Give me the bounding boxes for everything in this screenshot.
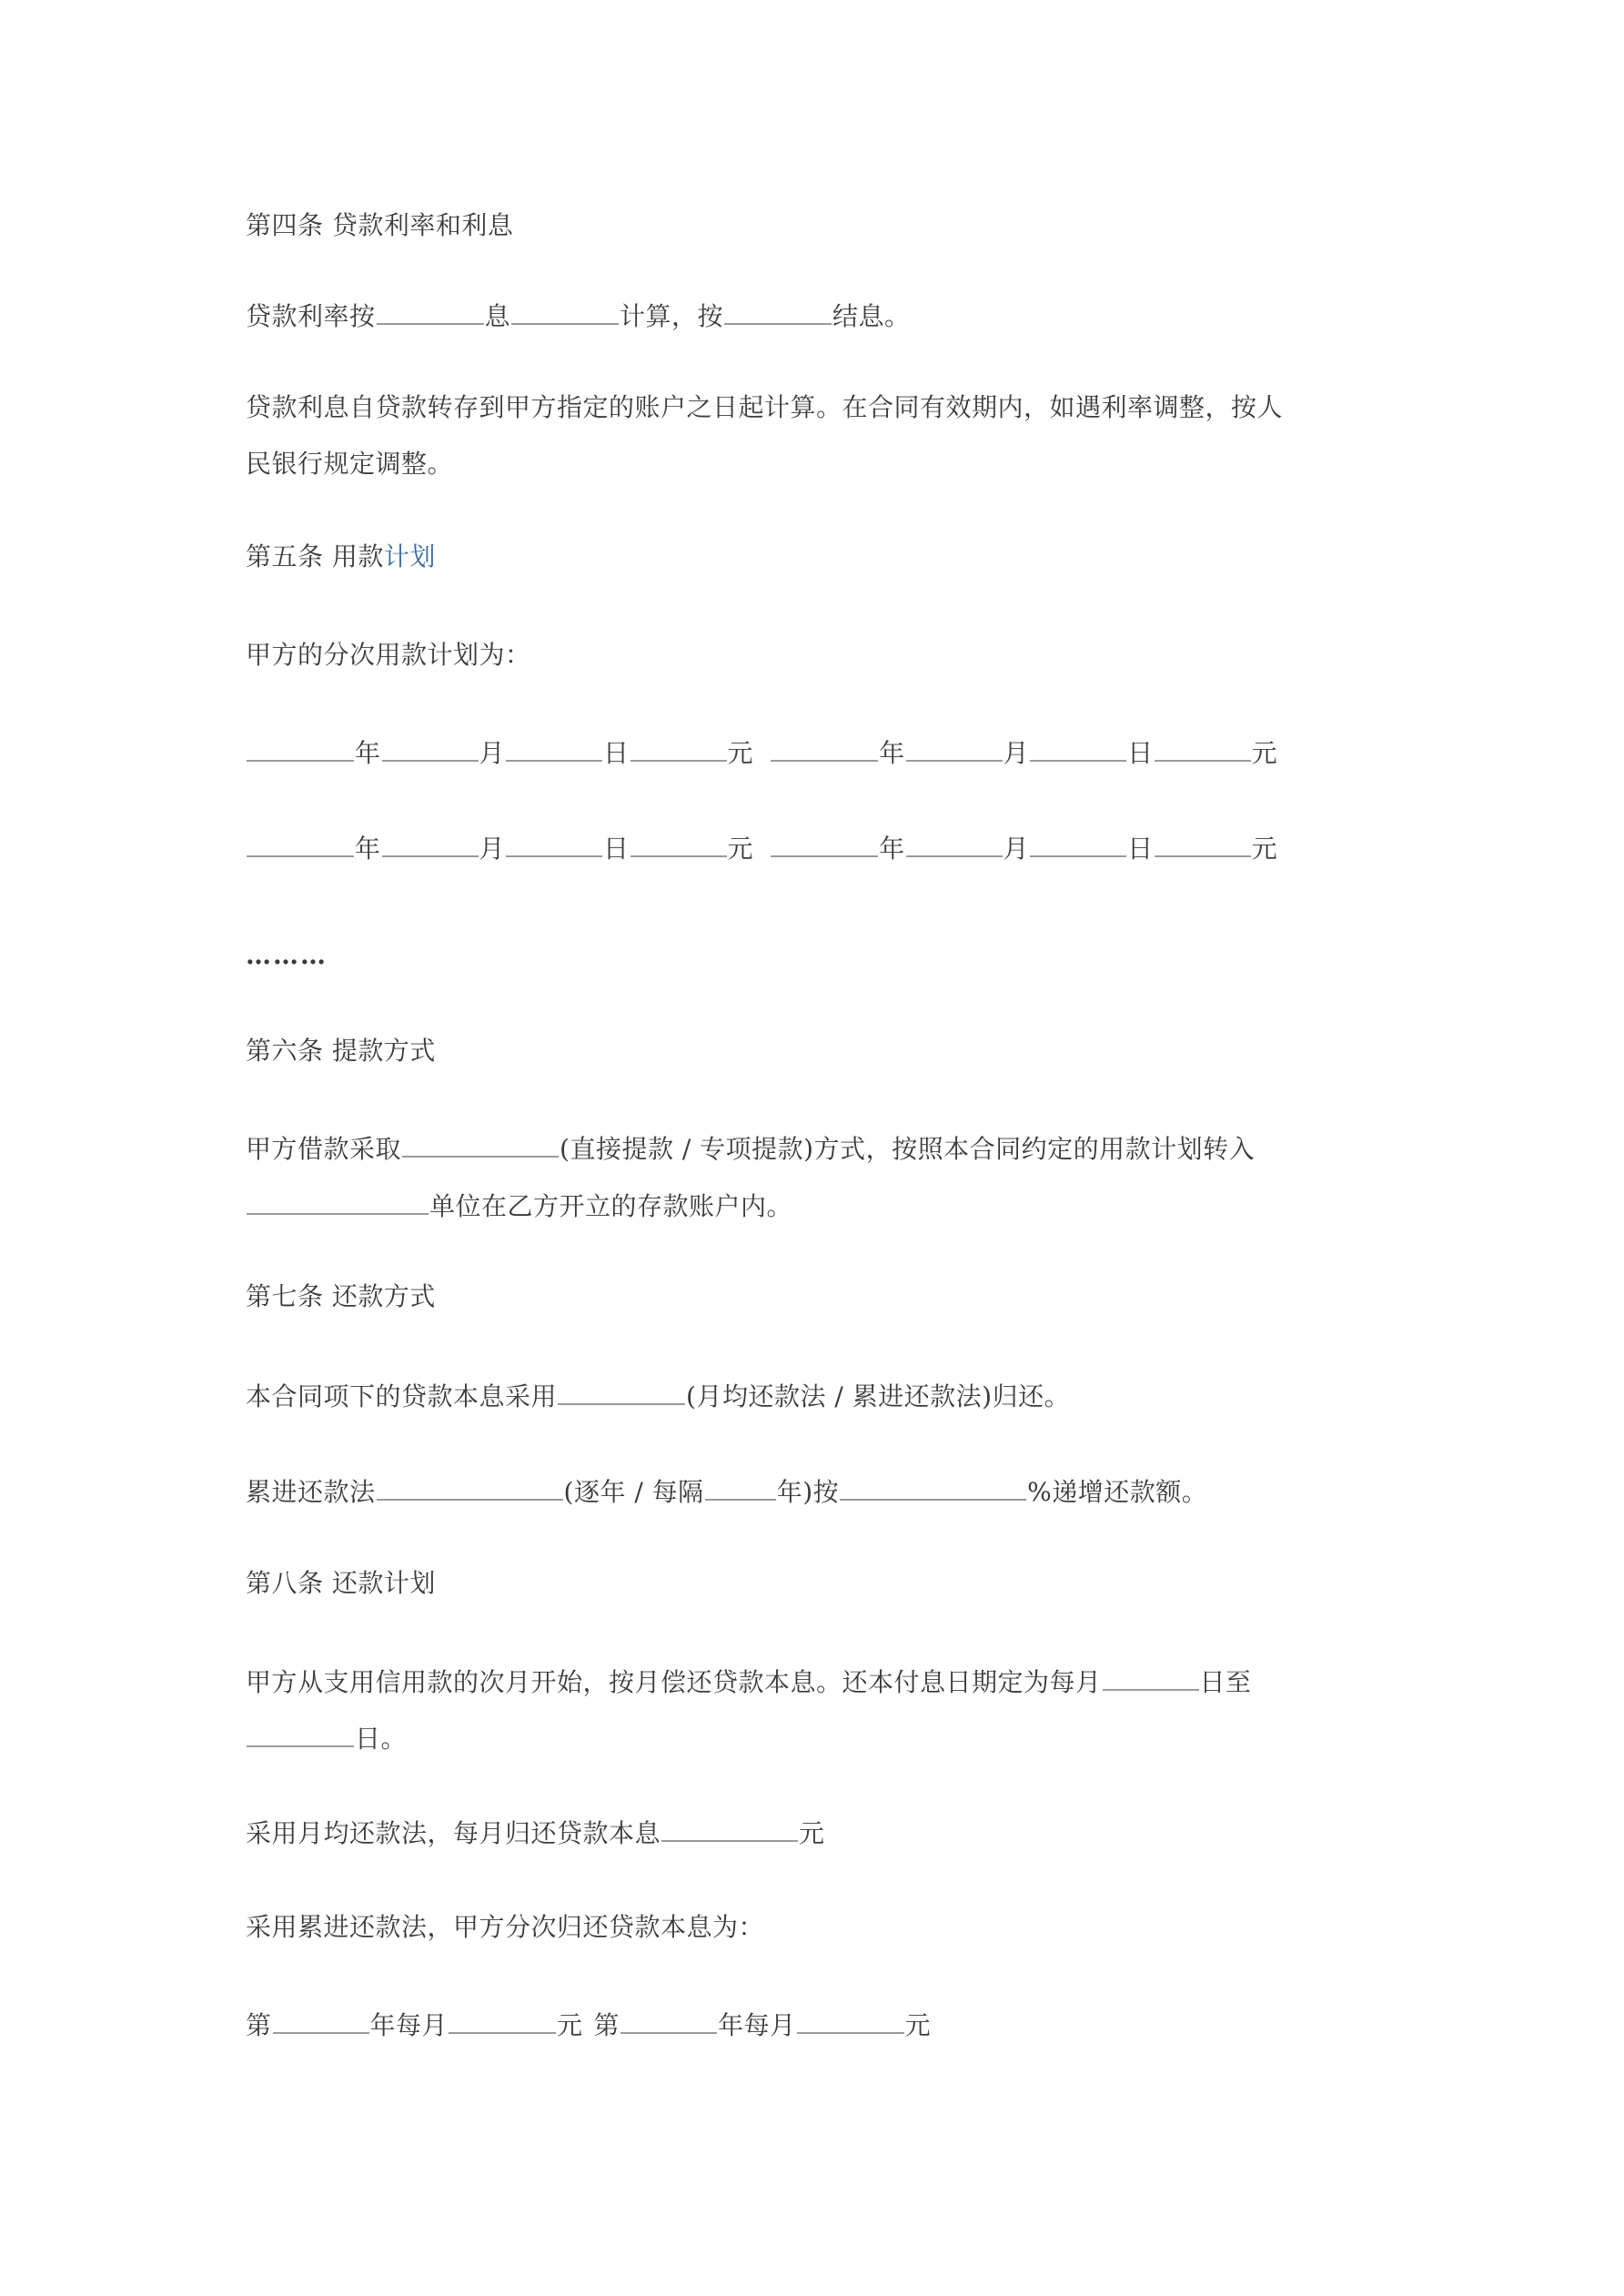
month-blank[interactable] [906, 828, 1003, 857]
article-8-line1: 甲方从支用信用款的次月开始，按月偿还贷款本息。还本付息日期定为每月 日至 [246, 1662, 1252, 1701]
year-blank[interactable] [247, 733, 354, 762]
article-5-intro: 甲方的分次用款计划为： [246, 640, 531, 670]
interval-years-blank[interactable] [705, 1472, 776, 1501]
day-blank[interactable] [506, 828, 602, 857]
article-8-title: 第八条 还款计划 [246, 1568, 436, 1598]
increase-percent-blank[interactable] [840, 1472, 1026, 1501]
month-blank[interactable] [382, 733, 479, 762]
settlement-period-blank[interactable] [724, 296, 832, 325]
article-4-interest-line1: 贷款利息自贷款转存到甲方指定的账户之日起计算。在合同有效期内，如遇利率调整，按人 [246, 392, 1284, 422]
progressive-repayment-intro: 采用累进还款法，甲方分次归还贷款本息为： [246, 1912, 765, 1942]
disbursement-row-2: 年 月 日 元 年 月 日 元 [246, 828, 1277, 867]
article-5-title: 第五条 用款计划 [246, 541, 436, 571]
repayment-method-blank[interactable] [558, 1376, 685, 1405]
month-blank[interactable] [382, 828, 479, 857]
article-7-title: 第七条 还款方式 [246, 1281, 436, 1311]
monthly-amount-blank[interactable] [797, 2005, 904, 2034]
rate-basis-blank[interactable] [377, 296, 484, 325]
progressive-schedule-row: 第 年每月 元 第 年每月 元 [246, 2005, 931, 2044]
month-blank[interactable] [906, 733, 1003, 762]
year-number-blank[interactable] [273, 2005, 369, 2034]
article-6-title: 第六条 提款方式 [246, 1036, 436, 1066]
day-blank[interactable] [1030, 733, 1126, 762]
plan-link[interactable]: 计划 [383, 541, 436, 571]
year-number-blank[interactable] [620, 2005, 717, 2034]
article-4-interest-line2: 民银行规定调整。 [246, 449, 454, 479]
day-blank[interactable] [506, 733, 602, 762]
article-8-line2: 日。 [246, 1718, 407, 1757]
withdrawal-method-blank[interactable] [402, 1128, 559, 1158]
article-4-rate-line: 贷款利率按 息 计算，按 结息。 [246, 296, 911, 335]
start-day-blank[interactable] [1103, 1662, 1199, 1691]
article-4-title: 第四条 贷款利率和利息 [246, 210, 514, 240]
monthly-amount-blank[interactable] [449, 2005, 556, 2034]
amount-blank[interactable] [630, 828, 727, 857]
disbursement-row-1: 年 月 日 元 年 月 日 元 [246, 733, 1277, 772]
monthly-amount-blank[interactable] [661, 1813, 798, 1842]
year-blank[interactable] [771, 828, 878, 857]
amount-blank[interactable] [1155, 828, 1251, 857]
monthly-repayment-line: 采用月均还款法，每月归还贷款本息 元 [246, 1813, 825, 1852]
rate-value-blank[interactable] [511, 296, 619, 325]
end-day-blank[interactable] [247, 1718, 354, 1747]
article-7-line2: 累进还款法 (逐年 / 每隔 年)按 %递增还款额。 [246, 1472, 1207, 1511]
article-6-line1: 甲方借款采取 (直接提款 / 专项提款)方式，按照本合同约定的用款计划转入 [246, 1128, 1255, 1168]
progressive-blank[interactable] [377, 1472, 563, 1501]
year-blank[interactable] [247, 828, 354, 857]
article-6-line2: 单位在乙方开立的存款账户内。 [246, 1186, 792, 1225]
amount-blank[interactable] [630, 733, 727, 762]
day-blank[interactable] [1030, 828, 1126, 857]
year-blank[interactable] [771, 733, 878, 762]
ellipsis: ……… [246, 940, 328, 970]
recipient-unit-blank[interactable] [247, 1186, 429, 1215]
article-7-line1: 本合同项下的贷款本息采用 (月均还款法 / 累进还款法)归还。 [246, 1376, 1070, 1415]
amount-blank[interactable] [1155, 733, 1251, 762]
